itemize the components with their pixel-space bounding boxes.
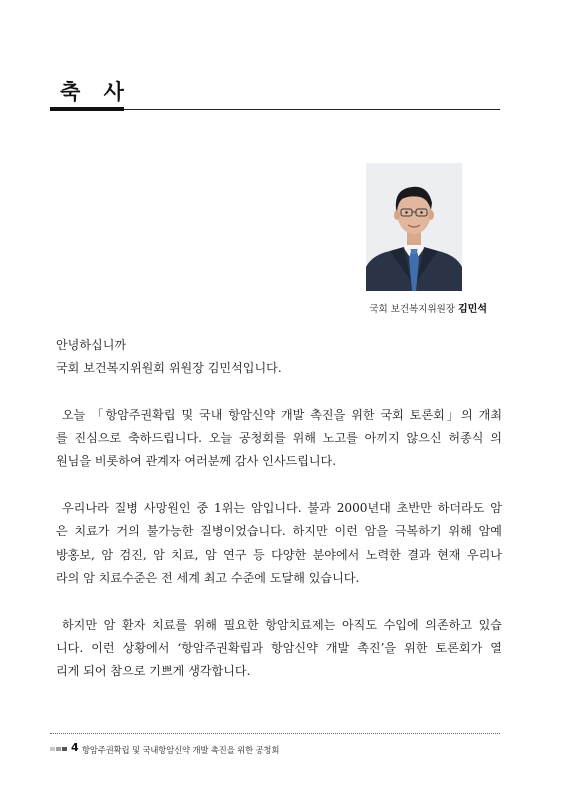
- footer-square-icon: [62, 747, 67, 751]
- paragraph-line: 은 치료가 거의 불가능한 질병이었습니다. 하지만 이런 암을 극복하기 위해 암예: [56, 524, 502, 539]
- paragraph-line: 원님을 비롯하여 관계자 여러분께 감사 인사드립니다.: [56, 454, 337, 469]
- paragraph-line: 니다. 이런 상황에서 ‘항암주권확립과 항암신약 개발 촉진’을 위한 토론회가 열: [56, 640, 502, 655]
- caption-name: 김민석: [458, 304, 487, 315]
- footer-divider: [50, 733, 500, 734]
- greeting-line: 국회 보건복지위원회 위원장 김민석입니다.: [56, 361, 282, 376]
- portrait-photo: [366, 163, 462, 291]
- paragraph-line: 하지만 암 환자 치료를 위해 필요한 항암치료제는 아직도 수입에 의존하고 있습: [62, 617, 502, 632]
- caption-role: 국회 보건복지위원장: [369, 304, 455, 315]
- person-portrait-icon: [366, 163, 462, 291]
- footer-title: 항암주권확립 및 국내항암신약 개발 촉진을 위한 공청회: [82, 745, 280, 755]
- paragraph-line: 우리나라 질병 사망원인 중 1위는 암입니다. 불과 2000년대 초반만 하더라도 암: [62, 501, 502, 516]
- footer-square-icon: [56, 747, 61, 751]
- paragraph-line: 라의 암 치료수준은 전 세계 최고 수준에 도달해 있습니다.: [56, 570, 360, 585]
- paragraph: [56, 404, 502, 474]
- paragraph-line: 방홍보, 암 검진, 암 치료, 암 연구 등 다양한 분야에서 노력한 결과 현재 우리나: [56, 547, 502, 562]
- page-number: 4: [71, 741, 79, 754]
- paragraph-line: 오늘 「항암주권확립 및 국내 항암신약 개발 촉진을 위한 국회 토론회」의 개최: [62, 407, 502, 422]
- footer-square-icon: [50, 747, 55, 751]
- title-accent-bar: [50, 107, 124, 111]
- greeting-line: 안녕하십니까: [56, 338, 127, 352]
- paragraph-line: 리게 되어 참으로 기쁘게 생각합니다.: [56, 664, 251, 679]
- page-title: 축 사: [60, 80, 132, 104]
- paragraph: [56, 497, 502, 590]
- portrait-caption: [327, 300, 487, 315]
- paragraph-line: 를 진심으로 축하드립니다. 오늘 공청회를 위해 노고를 아끼지 않으신 허종식 의: [56, 431, 502, 446]
- paragraph: [56, 614, 502, 684]
- message-body: [56, 334, 502, 683]
